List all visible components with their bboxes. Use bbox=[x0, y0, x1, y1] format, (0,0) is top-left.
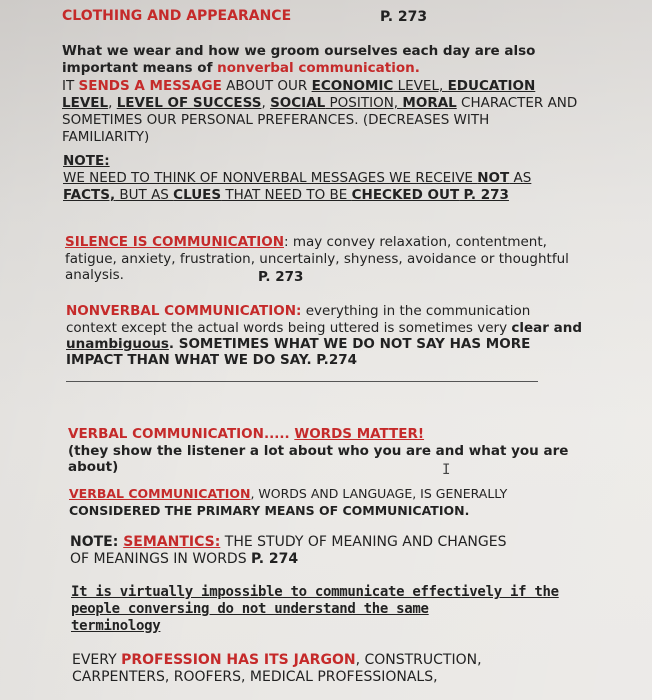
emphasis-line-3: terminology bbox=[71, 618, 161, 634]
page-reference: P. 273 bbox=[380, 9, 428, 25]
note-line-1: WE NEED TO THINK OF NONVERBAL MESSAGES WE RECEIVE NOT AS bbox=[63, 170, 532, 186]
note-label: NOTE: bbox=[63, 153, 110, 169]
clothing-line-2: important means of nonverbal communication. bbox=[62, 60, 420, 76]
divider-line bbox=[66, 381, 538, 382]
clothing-line-6: FAMILIARITY) bbox=[62, 129, 150, 145]
nonverbal-line-3: unambiguous. SOMETIMES WHAT WE DO NOT SAY HAS MORE bbox=[66, 336, 531, 352]
silence-line-1: SILENCE IS COMMUNICATION: may convey relaxation, contentment, bbox=[65, 234, 547, 250]
clothing-line-3: IT SENDS A MESSAGE ABOUT OUR ECONOMIC LEVEL, EDUCATION bbox=[62, 78, 536, 94]
silence-page-ref: P. 273 bbox=[258, 269, 304, 285]
clothing-line-4: LEVEL, LEVEL OF SUCCESS, SOCIAL POSITION, MORAL CHARACTER AND bbox=[62, 95, 578, 111]
note-line-2: FACTS, BUT AS CLUES THAT NEED TO BE CHECKED OUT P. 273 bbox=[63, 187, 509, 203]
nonverbal-line-2: context except the actual words being uttered is sometimes very clear and bbox=[66, 320, 583, 336]
clothing-line-1: What we wear and how we groom ourselves each day are also bbox=[62, 43, 536, 59]
verbal2-line-2: CONSIDERED THE PRIMARY MEANS OF COMMUNICATION. bbox=[69, 503, 470, 518]
jargon-line-2: CARPENTERS, ROOFERS, MEDICAL PROFESSIONALS, bbox=[72, 669, 438, 685]
silence-line-2: fatigue, anxiety, frustration, uncertainly, shyness, avoidance or thoughtful bbox=[65, 251, 569, 267]
semantics-line-2: OF MEANINGS IN WORDS P. 274 bbox=[70, 551, 299, 567]
verbal-line-3: about) bbox=[68, 459, 119, 475]
emphasis-line-1: It is virtually impossible to communicate effectively if the bbox=[71, 584, 559, 600]
section-title: CLOTHING AND APPEARANCE bbox=[62, 8, 292, 24]
clothing-line-5: SOMETIMES OUR PERSONAL PREFERANCES. (DECREASES WITH bbox=[62, 112, 490, 128]
verbal-line-2: (they show the listener a lot about who you are and what you are bbox=[68, 443, 569, 459]
emphasis-line-2: people conversing do not understand the same bbox=[71, 601, 429, 617]
nonverbal-line-4: IMPACT THAN WHAT WE DO SAY. P.274 bbox=[66, 352, 357, 368]
text-cursor-icon: I bbox=[442, 462, 451, 478]
semantics-line-1: NOTE: SEMANTICS: THE STUDY OF MEANING AND CHANGES bbox=[70, 534, 507, 550]
silence-line-3: analysis. bbox=[65, 267, 124, 283]
verbal2-line-1: VERBAL COMMUNICATION, WORDS AND LANGUAGE, IS GENERALLY bbox=[69, 486, 508, 501]
nonverbal-line-1: NONVERBAL COMMUNICATION: everything in the communication bbox=[66, 303, 531, 319]
verbal-line-1: VERBAL COMMUNICATION..... WORDS MATTER! bbox=[68, 426, 425, 442]
jargon-line-1: EVERY PROFESSION HAS ITS JARGON, CONSTRUCTION, bbox=[72, 652, 482, 668]
